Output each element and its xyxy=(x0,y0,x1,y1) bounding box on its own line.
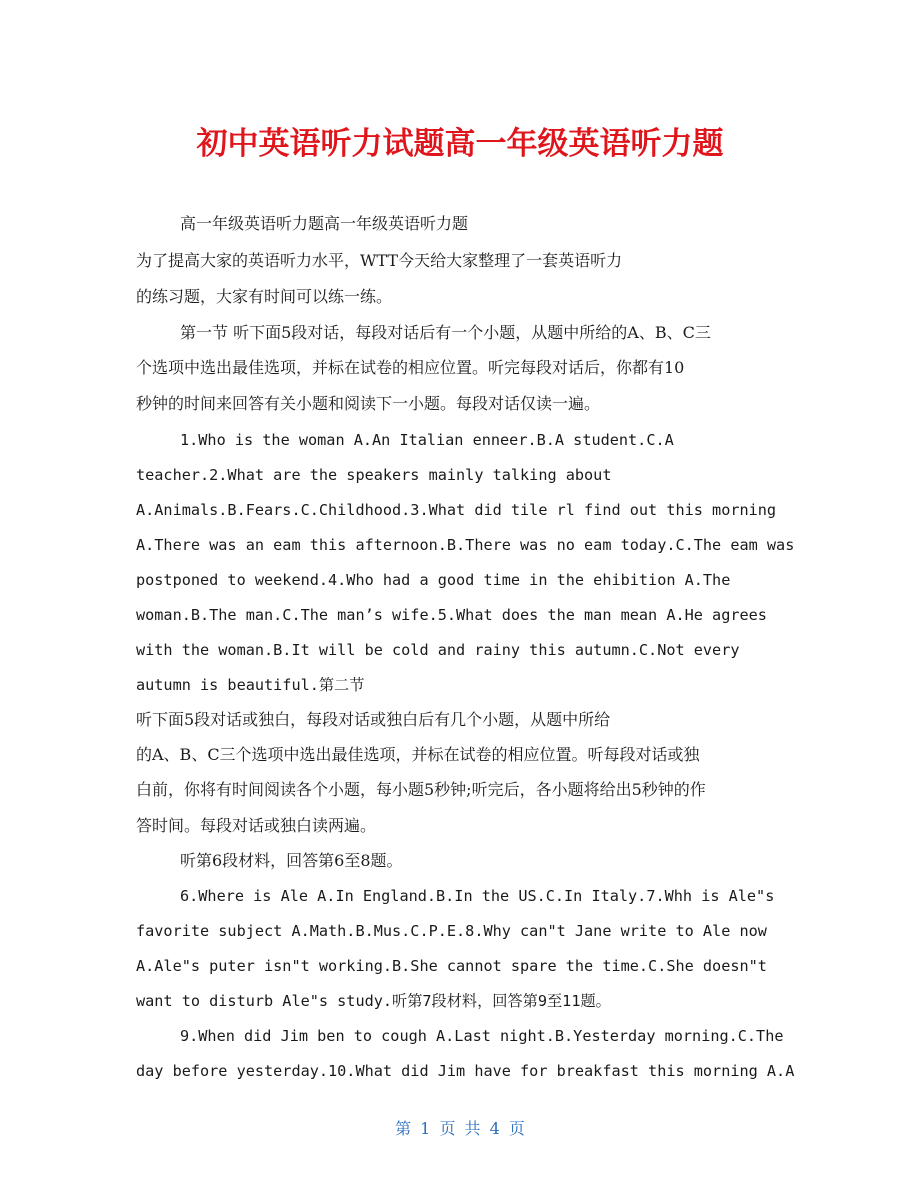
paragraph-line: 听下面5段对话或独白，每段对话或独白后有几个小题，从题中所给 xyxy=(136,710,611,729)
question-line: 6.Where is Ale A.In England.B.In the US.C.In Italy.7.Whh is Ale"s xyxy=(180,887,775,905)
paragraph-line: 个选项中选出最佳选项，并标在试卷的相应位置。听完每段对话后，你都有10 xyxy=(136,358,685,377)
question-line: A.Animals.B.Fears.C.Childhood.3.What did tile rl find out this morning xyxy=(136,501,777,519)
question-line: 9.When did Jim ben to cough A.Last night.B.Yesterday morning.C.The xyxy=(180,1027,784,1045)
question-line: favorite subject A.Math.B.Mus.C.P.E.8.Why can"t Jane write to Ale now xyxy=(136,922,767,940)
paragraph-line: 的练习题，大家有时间可以练一练。 xyxy=(136,287,393,306)
paragraph-line: 白前，你将有时间阅读各个小题，每小题5秒钟;听完后，各小题将给出5秒钟的作 xyxy=(136,780,706,799)
question-line: A.There was an eam this afternoon.B.There was no eam today.C.The eam was xyxy=(136,536,795,554)
paragraph-line: 秒钟的时间来回答有关小题和阅读下一小题。每段对话仅读一遍。 xyxy=(136,394,601,413)
document-title: 初中英语听力试题高一年级英语听力题 xyxy=(196,126,724,162)
question-line: postponed to weekend.4.Who had a good time in the ehibition A.The xyxy=(136,571,731,589)
question-line: woman.B.The man.C.The man’s wife.5.What does the man mean A.He agrees xyxy=(136,606,767,624)
paragraph-line: 高一年级英语听力题高一年级英语听力题 xyxy=(180,214,469,233)
question-line: want to disturb Ale"s study.听第7段材料，回答第9至11题。 xyxy=(136,992,611,1010)
question-line: with the woman.B.It will be cold and rainy this autumn.C.Not every xyxy=(136,641,740,659)
paragraph-line: 答时间。每段对话或独白读两遍。 xyxy=(136,816,377,835)
question-line: autumn is beautiful.第二节 xyxy=(136,676,365,694)
paragraph-line: 听第6段材料，回答第6至8题。 xyxy=(180,851,403,870)
question-line: A.Ale"s puter isn"t working.B.She cannot spare the time.C.She doesn"t xyxy=(136,957,767,975)
page-footer: 第 1 页 共 4 页 xyxy=(395,1119,525,1138)
paragraph-line: 第一节 听下面5段对话，每段对话后有一个小题，从题中所给的A、B、C三 xyxy=(180,323,711,342)
question-line: day before yesterday.10.What did Jim have for breakfast this morning A.A xyxy=(136,1062,795,1080)
paragraph-line: 的A、B、C三个选项中选出最佳选项，并标在试卷的相应位置。听每段对话或独 xyxy=(136,745,700,764)
paragraph-line: 为了提高大家的英语听力水平，WTT今天给大家整理了一套英语听力 xyxy=(136,251,623,270)
question-line: teacher.2.What are the speakers mainly talking about xyxy=(136,466,612,484)
question-line: 1.Who is the woman A.An Italian enneer.B.A student.C.A xyxy=(180,431,674,449)
